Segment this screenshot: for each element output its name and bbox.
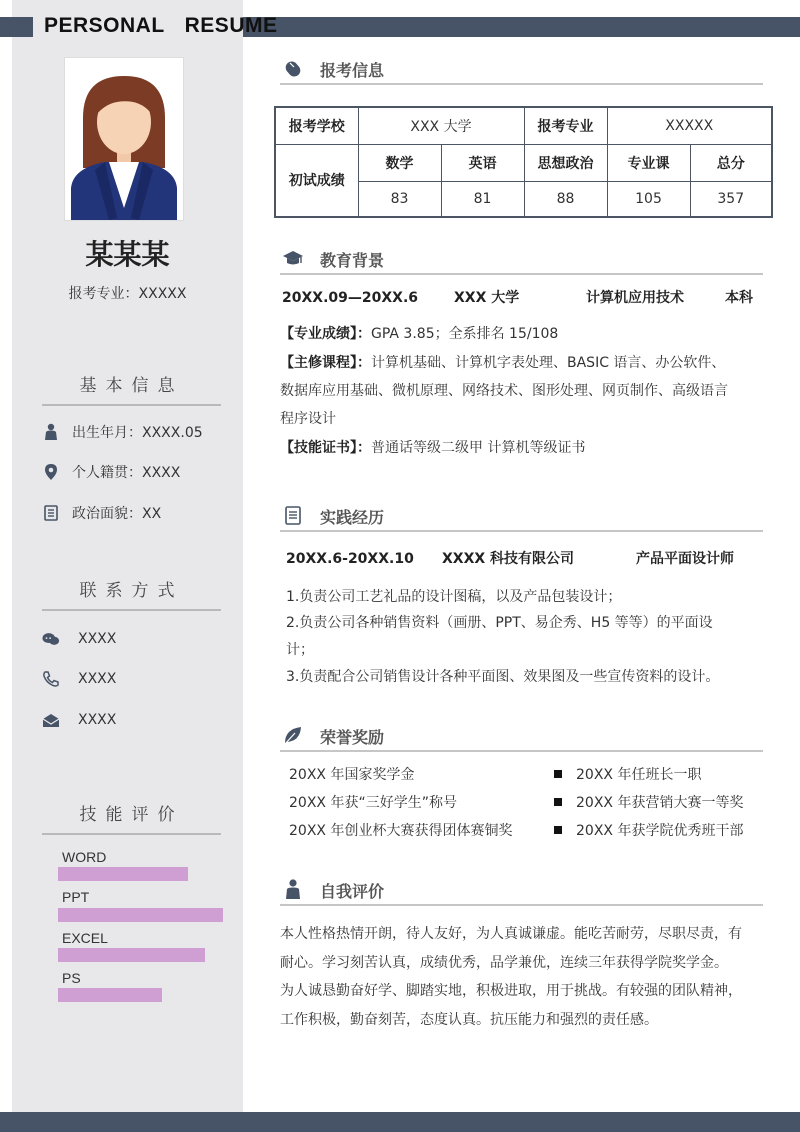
skill-fill-ps (58, 988, 162, 1002)
education-degree: 本科 (725, 290, 753, 306)
skill-bar-word (58, 867, 223, 881)
subject-english: 英语 (441, 144, 524, 181)
leaf-icon (282, 724, 304, 746)
experience-line-2: 2.负责公司各种销售资料（画册、PPT、易企秀、H5 等等）的平面设 (286, 615, 713, 631)
top-bar-left (0, 17, 33, 37)
target-major-value: XXXXX (138, 286, 187, 302)
honors-section-header (280, 722, 763, 752)
score-label-cell: 初试成绩 (275, 144, 358, 217)
education-courses (280, 349, 725, 377)
honor-left-2: 20XX 年获“三好学生”称号 (289, 795, 457, 811)
experience-title: 实践经历 (320, 508, 385, 527)
skill-bar-ps (58, 988, 223, 1002)
education-certs (280, 434, 585, 462)
experience-company: XXXX 科技有限公司 (442, 551, 575, 567)
education-grade (280, 320, 558, 348)
school-value-cell: XXX 大学 (358, 107, 524, 144)
honor-left-1: 20XX 年国家奖学金 (289, 767, 415, 783)
experience-line-1: 1.负责公司工艺礼品的设计图稿，以及产品包装设计； (286, 589, 622, 605)
avatar (64, 57, 184, 221)
subject-major: 专业课 (607, 144, 690, 181)
bullet-square (554, 770, 562, 778)
birth-row (42, 421, 203, 443)
person-icon (282, 878, 304, 900)
birth-text: 出生年月：XXXX.05 (72, 425, 203, 441)
exam-info-title: 报考信息 (320, 61, 385, 80)
skill-label-ps: PS (62, 970, 81, 986)
avatar-illustration (65, 58, 183, 220)
basic-info-heading: 基本信息 (42, 371, 221, 406)
score-politics: 88 (524, 181, 607, 217)
exam-info-table (274, 106, 773, 218)
contact-email-row (42, 709, 116, 731)
experience-section-header (280, 502, 763, 532)
cert-label: 【技能证书】： (280, 440, 371, 456)
target-major-label: 报考专业： (68, 286, 139, 302)
score-math: 83 (358, 181, 441, 217)
score-english: 81 (441, 181, 524, 217)
chat-icon (42, 630, 60, 648)
skills-heading: 技能评价 (42, 800, 221, 835)
experience-position: 产品平面设计师 (636, 551, 734, 567)
honors-title: 荣誉奖励 (320, 728, 385, 747)
resume-title: PERSONAL RESUME (44, 14, 278, 37)
education-period: 20XX.09—20XX.6 (282, 290, 419, 306)
subject-politics: 思想政治 (524, 144, 607, 181)
skill-label-word: WORD (62, 849, 107, 865)
experience-period: 20XX.6-20XX.10 (286, 551, 414, 567)
skill-fill-ppt (58, 908, 223, 922)
score-major: 105 (607, 181, 690, 217)
education-section-header (280, 245, 763, 275)
honor-right-3: 20XX 年获学院优秀班干部 (576, 823, 744, 839)
grade-label: 【专业成绩】： (280, 326, 371, 342)
experience-line-3: 计； (286, 642, 314, 658)
person-icon (42, 423, 60, 441)
contact-email-text: XXXX (78, 712, 117, 728)
document-icon (42, 504, 60, 522)
self-eval-line-2: 耐心。学习刻苦认真，成绩优秀，品学兼优，连续三年获得学院奖学金。 (280, 955, 728, 971)
school-label-cell: 报考学校 (275, 107, 358, 144)
bullet-square (554, 826, 562, 834)
contact-heading: 联系方式 (42, 576, 221, 611)
politics-text: 政治面貌：XX (72, 506, 162, 522)
envelope-icon (42, 711, 60, 729)
contact-chat-row (42, 628, 116, 650)
courses-line-1: 计算机基础、计算机字表处理、BASIC 语言、办公软件、 (371, 355, 726, 371)
mouse-icon (282, 57, 304, 79)
self-eval-section-header (280, 876, 763, 906)
self-eval-line-3: 为人诚恳勤奋好学、脚踏实地，积极进取，用于挑战。有较强的团队精神， (280, 983, 742, 999)
graduation-cap-icon (282, 247, 304, 269)
courses-label: 【主修课程】： (280, 355, 371, 371)
bottom-bar (0, 1112, 800, 1132)
score-total: 357 (690, 181, 772, 217)
grade-value: GPA 3.85；全系排名 15/108 (371, 326, 559, 342)
skill-fill-word (58, 867, 188, 881)
experience-line-4: 3.负责配合公司销售设计各种平面图、效果图及一些宣传资料的设计。 (286, 669, 720, 685)
target-major (12, 283, 243, 303)
skill-bar-ppt (58, 908, 223, 922)
bullet-square (554, 798, 562, 806)
hometown-text: 个人籍贯：XXXX (72, 465, 181, 481)
honor-right-2: 20XX 年获营销大赛一等奖 (576, 795, 744, 811)
subject-math: 数学 (358, 144, 441, 181)
cert-value: 普通话等级二级甲 计算机等级证书 (371, 440, 586, 456)
courses-line-3: 程序设计 (280, 411, 336, 427)
exam-info-section-header (280, 55, 763, 85)
courses-line-2: 数据库应用基础、微机原理、网络技术、图形处理、网页制作、高级语言 (280, 383, 728, 399)
honor-left-3: 20XX 年创业杯大赛获得团体赛铜奖 (289, 823, 513, 839)
major-label-cell: 报考专业 (524, 107, 607, 144)
skill-label-excel: EXCEL (62, 930, 108, 946)
top-bar-right (243, 17, 800, 37)
subject-total: 总分 (690, 144, 772, 181)
education-title: 教育背景 (320, 251, 385, 270)
notepad-icon (282, 504, 304, 526)
honor-right-1: 20XX 年任班长一职 (576, 767, 702, 783)
location-pin-icon (42, 463, 60, 481)
self-eval-line-4: 工作积极，勤奋刻苦，态度认真。抗压能力和强烈的责任感。 (280, 1012, 658, 1028)
education-school: XXX 大学 (454, 290, 520, 306)
candidate-name: 某某某 (85, 238, 170, 271)
skill-fill-excel (58, 948, 205, 962)
self-eval-title: 自我评价 (320, 882, 385, 901)
contact-chat-text: XXXX (78, 631, 117, 647)
politics-row (42, 502, 161, 524)
major-value-cell: XXXXX (607, 107, 772, 144)
education-major: 计算机应用技术 (586, 290, 684, 306)
hometown-row (42, 461, 180, 483)
contact-phone-text: XXXX (78, 671, 117, 687)
contact-phone-row (42, 668, 116, 690)
phone-icon (42, 670, 60, 688)
skill-label-ppt: PPT (62, 889, 90, 905)
self-eval-line-1: 本人性格热情开朗，待人友好，为人真诚谦虚。能吃苦耐劳，尽职尽责，有 (280, 926, 742, 942)
skill-bar-excel (58, 948, 223, 962)
